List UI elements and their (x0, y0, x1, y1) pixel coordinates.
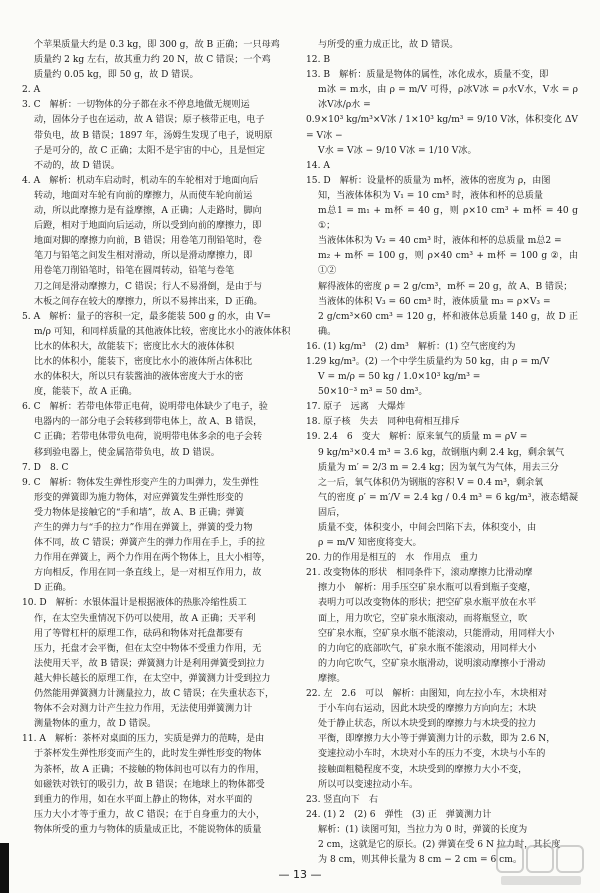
text-line: 为茶杯，故 A 正确；不接触的物体间也可以有力的作用， (34, 764, 265, 775)
text-line: 处于静止状态，所以木块受到的摩擦力与木块受的拉力 (318, 719, 537, 730)
text-line: 16. (1) kg/m³ (2) dm³ 解析：(1) 空气密度约为 (306, 341, 516, 352)
text-line: 地面对脚的摩擦力向前，B 错误；用卷笔刀削铅笔时，卷 (34, 236, 262, 247)
text-line: 9 kg/m³×0.4 m³ = 3.6 kg，故钢瓶内剩 2.4 kg，剩余氧气 (318, 447, 565, 458)
text-line: 质量约 2 kg 左右，故其重力约 20 N，故 C 错误；一个鸡 (34, 55, 271, 66)
text-line: 不动的，故 D 错误。 (34, 160, 120, 171)
text-line: 当液体的体积 V₃ = 60 cm³ 时，液体质量 m₃ = ρ×V₃ = (318, 296, 551, 307)
text-line: 如磁铁对铁钉的吸引力，故 B 错误；在地球上的物体都受 (34, 779, 265, 790)
text-line: 动，固体分子也在运动，故 A 错误；原子核带正电，电子 (34, 115, 265, 126)
text-line: 为 8 cm，则其伸长量为 8 cm − 2 cm = 6 cm。 (318, 855, 522, 866)
text-line: 水的体积大，所以只有装酱油的液体密度大于水的密 (34, 372, 244, 383)
text-line: m₂ + m杯 = 100 g，则 ρ×40 cm³ + m杯 = 100 g ②，由①② (318, 251, 578, 277)
text-line: 质量不变，体积变小，中间会凹陷下去，体积变小，由 (318, 523, 537, 533)
text-line: 受力物体是接触它的“手和墙”，故 A、B 正确；弹簧 (34, 507, 245, 518)
text-line: 21. 改变物体的形状 相同条件下，滚动摩擦力比滑动摩 (306, 568, 533, 579)
text-line: m总1 = m₁ + m杯 = 40 g，则 ρ×10 cm³ + m杯 = 40 g ①； (318, 206, 578, 232)
text-line: 解析：(1) 读图可知，当拉力为 0 时，弹簧的长度为 (318, 824, 528, 835)
text-line: 9. C 解析：物体发生弹性形变产生的力叫弹力，发生弹性 (22, 477, 259, 488)
text-line: 于小车向右运动，因此木块受的摩擦力方向向左；木块 (318, 704, 537, 715)
text-line: 表明力可以改变物体的形状；把空矿泉水瓶平放在水平 (318, 598, 537, 609)
page-number: — 13 — (278, 868, 322, 881)
text-line: m/ρ 可知，和同样质量的其他液体比较，密度比水小的液体体积 (34, 326, 291, 337)
text-line: 15. D 解析：设量杯的质量为 m杯，液体的密度为 ρ，由图 (306, 175, 551, 186)
text-line: 5. A 解析：量子的容积一定，最多能装 500 g 的水，由 V= (22, 311, 271, 322)
text-line: 50×10⁻³ m³ = 50 dm³。 (318, 387, 428, 398)
text-line: 11. A 解析：茶杯对桌面的压力，实质是弹力的范畴，是由 (22, 734, 265, 745)
text-line: 13. B 解析：质量是物体的属性，冰化成水，质量不变，即 (306, 70, 549, 81)
text-line: C 正确；若带电体带负电荷，说明带电体多余的电子会转 (34, 432, 263, 443)
text-line: 空矿泉水瓶，空矿泉水瓶不能滚动，只能滑动，用同样大小 (318, 628, 555, 639)
text-line: 压力大小才等于重力，故 C 错误；在于自身重力的大小， (34, 809, 265, 820)
watermark-logo-icon (493, 840, 588, 888)
text-line: 体不同，故 C 错误；弹簧产生的弹力作用在手上，手的拉 (34, 538, 265, 549)
text-line: 产生的弹力与“手的拉力”作用在弹簧上，弹簧的受力物 (34, 523, 253, 533)
text-line: 19. 2.4 6 变大 解析：原来氧气的质量 m = ρV = (306, 432, 528, 443)
text-line: 木板之间存在较大的摩擦力，所以不易摔出来，D 正确。 (34, 296, 263, 307)
text-line: 用卷笔刀削铅笔时，铅笔在圆周转动，铅笔与卷笔 (34, 266, 235, 277)
text-line: 作，在太空失重情况下仍可以使用，故 A 正确；天平利 (34, 613, 256, 624)
text-line: 物体不会对测力计产生拉力作用，无法使用弹簧测力计 (34, 704, 253, 715)
text-line: 转动，地面对车轮有向前的摩擦力，从而使车轮向前运 (34, 190, 253, 201)
text-line: 24. (1) 2 (2) 6 弹性 (3) 正 弹簧测力计 (306, 809, 492, 820)
text-line: 仍然能用弹簧测力计测量拉力，故 C 错误；在失重状态下， (34, 689, 275, 700)
text-line: 平衡，即摩擦力大小等于弹簧测力计的示数，即为 2.6 N， (318, 734, 556, 745)
text-line: 变速拉动小车时，木块对小车的压力不变，木块与小车的 (318, 749, 546, 760)
text-line: 带负电，故 B 错误；1897 年，汤姆生发现了电子，说明原 (34, 130, 273, 141)
text-line: 测量物体的重力，故 D 错误。 (34, 719, 157, 730)
text-line: 气的密度 ρ′ = m′/V = 2.4 kg / 0.4 m³ = 6 kg/m³，液态蜡凝固后， (318, 492, 578, 518)
text-line: 7. D 8. C (22, 462, 69, 473)
text-line: 所以可以变速拉动小车。 (318, 779, 419, 790)
text-line: 知，当液体体积为 V₁ = 10 cm³ 时，液体和杯的总质量 (318, 190, 543, 201)
text-line: 2. A (22, 85, 41, 96)
text-line: 动，所以此摩擦力是有益摩擦，A 正确；人走路时，脚向 (34, 206, 262, 217)
text-line: 比水的体积大，故能装下；密度比水大的液体体积 (34, 341, 235, 352)
text-line: 2 cm，这就是它的原长。(2) 弹簧在受 6 N 拉力时，其长度 (318, 839, 561, 850)
text-line: 质量为 m′ = 2/3 m = 2.4 kg；因为氧气为气体，用去三分 (318, 462, 559, 473)
text-line: m冰 = m水，由 ρ = m/V 可得，ρ冰V冰 = ρ水V水，V水 = ρ冰V冰/ρ水 = (318, 85, 578, 111)
text-line: 方向相反，作用在同一条直线上，是一对相互作用力，故 (34, 568, 262, 579)
text-line: 质量约 0.05 kg，即 50 g，故 D 错误。 (34, 70, 199, 81)
text-line: 度，能装下，故 A 正确。 (34, 387, 138, 398)
text-line: 电器内的一部分电子会转移到带电体上，故 A、B 错误， (34, 417, 263, 428)
text-line: 面上，用力吹它，空矿泉水瓶滚动，而将瓶竖立，吹 (318, 613, 528, 624)
text-line: 擦力小 解析：用手压空矿泉水瓶可以看到瓶子变瘪， (318, 583, 537, 594)
text-line: 23. 竖直向下 右 (306, 794, 378, 805)
text-line: 3. C 解析：一切物体的分子都在永不停息地做无规则运 (22, 100, 250, 111)
text-line: 移到验电器上，使金属箔带负电，故 D 错误。 (34, 447, 220, 458)
text-line: 越大伸长越长的原理工作，在太空中，弹簧测力计受到拉力 (34, 673, 271, 684)
text-line: 22. 左 2.6 可以 解析：由图知，向左拉小车，木块相对 (306, 689, 547, 700)
text-line: 12. B (306, 55, 331, 66)
text-line: 4. A 解析：机动车启动时，机动车的车轮相对于地面向后 (22, 175, 259, 186)
text-line: 当液体体积为 V₂ = 40 cm³ 时，液体和杯的总质量 m总2 = (318, 236, 562, 247)
text-line: 力作用在弹簧上，两个力作用在两个物体上，且大小相等， (34, 553, 271, 564)
text-line: 比水的体积小，能装下，密度比水小的液体所占体积比 (34, 356, 253, 367)
text-line: 解得液体的密度 ρ = 2 g/cm³，m杯 = 20 g，故 A、B 错误； (318, 281, 573, 292)
binding-edge (0, 843, 9, 893)
text-line: 0.9×10³ kg/m³×V冰 / 1×10³ kg/m³ = 9/10 V冰，体积变化 ΔV = V冰 − (306, 115, 578, 141)
text-line: 物体所受的重力与物体的质量成正比，不能说物体的质量 (34, 824, 262, 835)
text-line: 20. 力的作用是相互的 水 作用点 重力 (306, 553, 478, 564)
text-line: 与所受的重力成正比，故 D 错误。 (318, 40, 459, 50)
text-line: 18. 原子核 失去 同种电荷相互排斥 (306, 417, 460, 428)
text-line: 个苹果质量大约是 0.3 kg，即 300 g，故 B 正确；一只母鸡 (34, 40, 280, 50)
text-line: 1.29 kg/m³。(2) 一个中学生质量约为 50 kg，由 ρ = m/V (306, 356, 550, 367)
text-line: 10. D 解析：水银体温计是根据液体的热胀冷缩性质工 (22, 598, 247, 609)
text-line: V = m/ρ = 50 kg / 1.0×10³ kg/m³ = (318, 372, 481, 383)
text-line: 17. 原子 远离 大爆炸 (306, 402, 406, 413)
text-line: 后蹬，相对于地面向后运动，所以受到向前的摩擦力，即 (34, 221, 262, 232)
text-line: 于茶杯发生弹性形变而产生的，此时发生弹性形变的物体 (34, 749, 262, 760)
left-column (22, 38, 292, 838)
text-line: 之一后，氧气体积仍为钢瓶的容积 V = 0.4 m³，剩余氧 (318, 477, 544, 488)
text-line: 的力向它的底部吹气，矿泉水瓶不能滚动，用同样大小 (318, 643, 537, 654)
right-column (306, 38, 578, 868)
text-line: 6. C 解析：若带电体带正电荷，说明带电体缺少了电子，验 (22, 402, 268, 413)
text-line: 14. A (306, 160, 330, 171)
text-line: 到重力的作用，如在水平面上静止的物体，对水平面的 (34, 794, 253, 805)
text-line: ρ = m/V 知密度将变大。 (318, 538, 422, 549)
text-line: 接触面粗糙程度不变，木块受到的摩擦力大小不变， (318, 764, 528, 775)
text-line: 压力，托盘才会平衡，但在太空中物体不受重力作用，无 (34, 643, 262, 654)
text-line: 形变的弹簧即为施力物体，对应弹簧发生弹性形变的 (34, 492, 244, 503)
text-line: 的力向它吹气，空矿泉水瓶滑动，说明滚动摩擦小于滑动 (318, 658, 546, 669)
text-line: 法使用天平，故 B 错误；弹簧测力计是利用弹簧受到拉力 (34, 658, 265, 669)
text-line: 摩擦。 (318, 673, 346, 684)
text-line: V水 = V冰 − 9/10 V冰 = 1/10 V冰。 (318, 145, 477, 156)
text-line: 2 g/cm³×60 cm³ = 120 g，杯和液体总质量 140 g，故 D 正确。 (318, 311, 578, 337)
text-line: D 正确。 (34, 583, 72, 594)
text-line: 笔刀与铅笔之间发生相对滑动，所以是滑动摩擦力，即 (34, 251, 253, 262)
text-line: 刀之间是滑动摩擦力，C 错误；行人不易滑倒，是由于与 (34, 281, 263, 292)
text-line: 用了等臂杠杆的原理工作，砝码和物体对托盘都要有 (34, 628, 244, 639)
text-line: 子是可分的，故 C 正确；太阳不是宇宙的中心，且是恒定 (34, 145, 265, 156)
